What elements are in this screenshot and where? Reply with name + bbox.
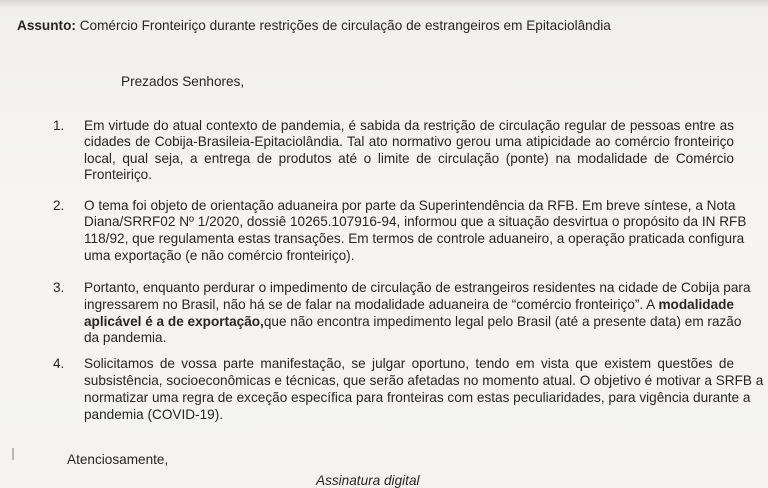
greeting: Prezados Senhores, [121,74,245,89]
item-line: uma exportação (e não comércio fronteiriço). [84,248,355,263]
item-number: 1. [53,118,65,133]
item-line-bold: aplicável é a de exportação, [84,314,264,329]
item-line: Fronteiriço. [84,167,152,182]
item-line: da pandemia. [84,330,167,345]
item-line: local, qual seja, a entrega de produtos até o limite de circulação (ponte) na modalidade de Comércio [84,151,734,166]
item-line [84,314,742,330]
page-top-edge [0,0,768,8]
item-line: Em virtude do atual contexto de pandemia, é sabida da restrição de circulação regular de pessoas entre as [84,118,734,133]
item-line: O tema foi objeto de orientação aduaneira por parte da Superintendência da RFB. Em breve síntese, a Nota [84,198,736,213]
item-line: cidades de Cobija-Brasileia-Epitaciolândia. Tal ato normativo gerou uma atipicidade ao comércio fronteiriço [84,134,734,149]
item-line: 118/92, que regulamenta estas transações. Em termos de controle aduaneiro, a operação praticada configura [84,231,745,246]
item-line-text: que não encontra impedimento legal pelo Brasil (até a presente data) em razão [263,314,742,329]
subject-label: Assunto: [17,18,76,33]
item-line: Portanto, enquanto perdurar o impedimento de circulação de estrangeiros residentes na cidade de Cobija para [84,280,751,295]
subject-line [17,18,611,33]
item-number: 2. [53,198,65,213]
item-line-text: ingressarem no Brasil, não há se de falar na modalidade aduaneira de “comércio fronteiriço”. A [84,297,656,312]
item-number: 4. [53,356,65,371]
item-line: pandemia (COVID-19). [84,407,224,422]
item-line: Diana/SRRF02 Nº 1/2020, dossiê 10265.107916-94, informou que a situação desvirtua o propósito da IN RFB [84,214,747,229]
closing: Atenciosamente, [67,452,169,467]
signature: Assinatura digital [316,473,420,488]
subject-text: Comércio Fronteiriço durante restrições de circulação de estrangeiros em Epitaciolândia [79,18,611,33]
item-number: 3. [53,280,65,295]
item-line [84,297,734,313]
item-line: subsistência, socioeconômicas e técnicas, que serão afetadas no momento atual. O objetivo é motivar a SRFB a [84,373,764,388]
item-line-bold: modalidade [658,297,734,312]
margin-mark [12,448,14,460]
item-line: normatizar uma regra de exceção específica para fronteiras com estas peculiaridades, para vigência durante a [84,390,751,405]
item-line: Solicitamos de vossa parte manifestação, se julgar oportuno, tendo em vista que existem questões de [84,356,734,371]
